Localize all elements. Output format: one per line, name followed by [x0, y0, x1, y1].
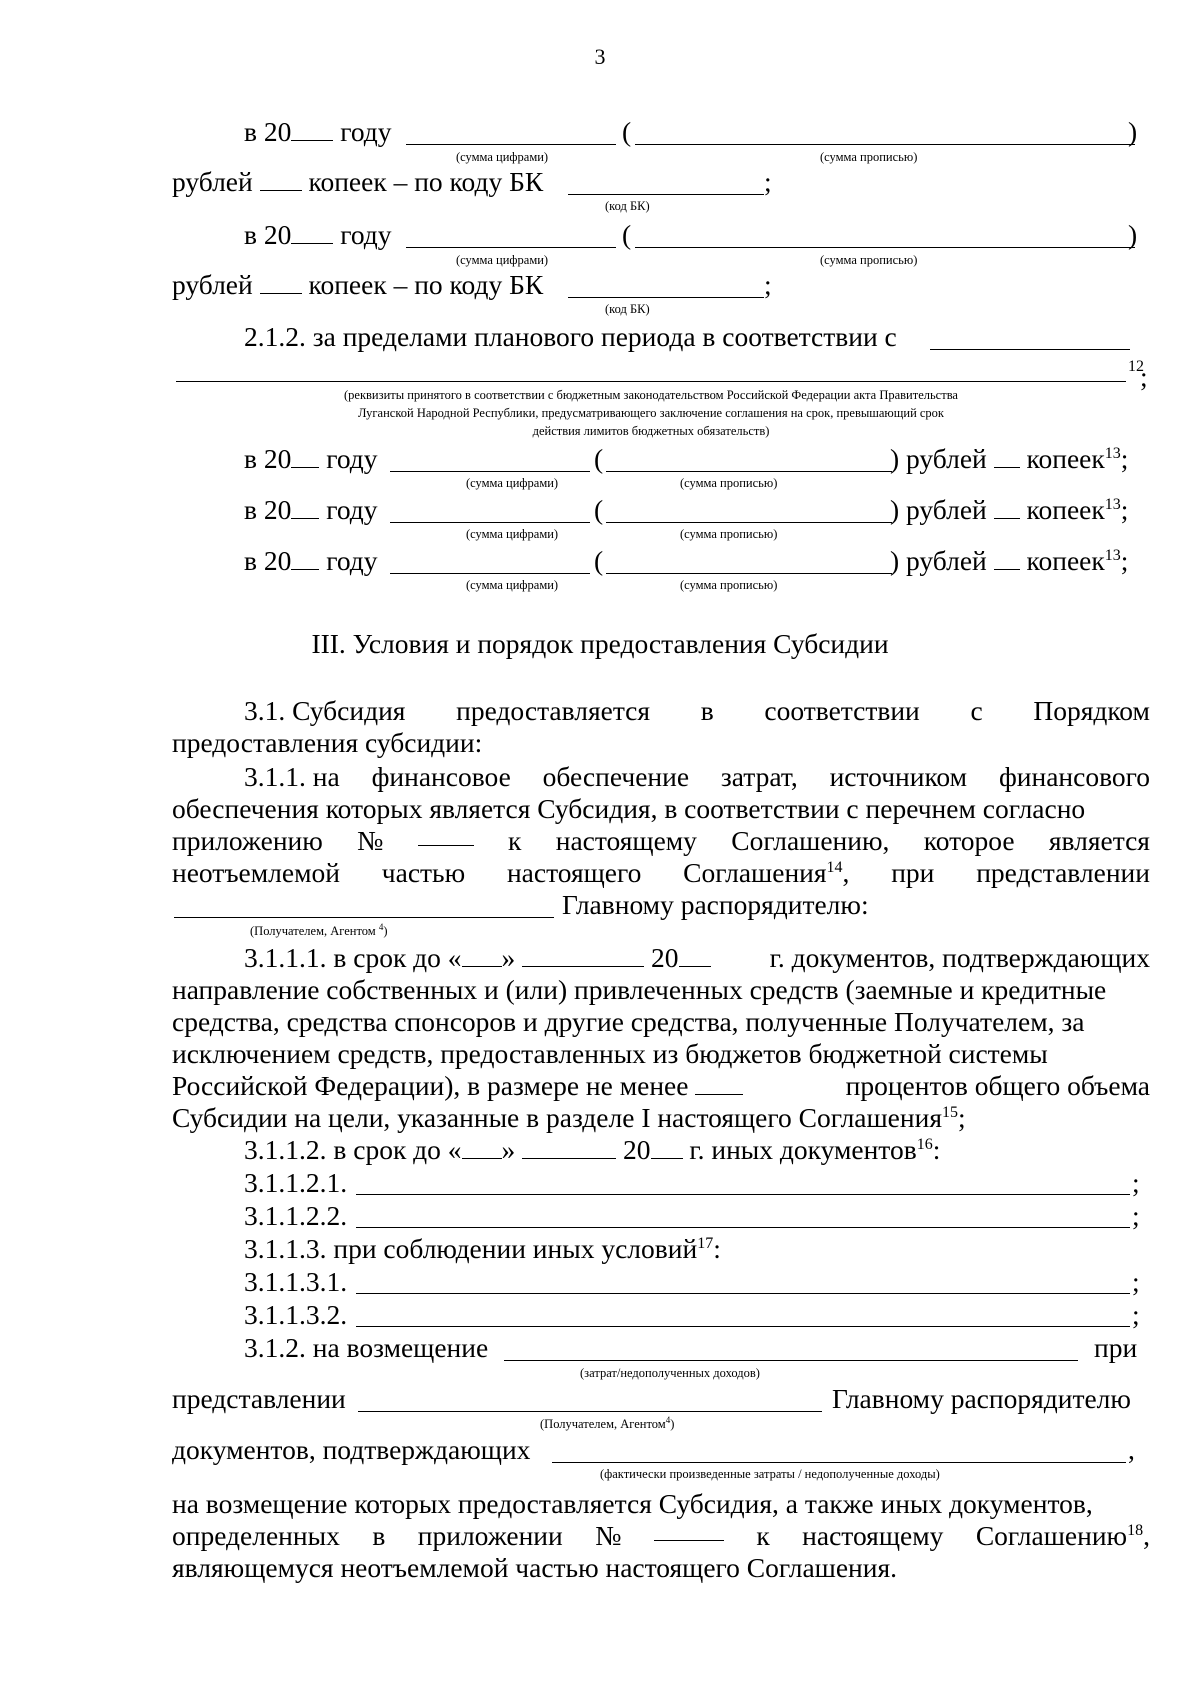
year-label: в 20 году [244, 443, 378, 474]
open-paren: ( [622, 219, 632, 250]
year-label: в 20 году [244, 219, 392, 250]
caption-requisites-1: (реквизиты принятого в соответствии с бюджетным законодательством Российской Федерации акта Правительства [344, 388, 958, 402]
item-3-1-1-3-2: 3.1.1.3.2. [244, 1299, 348, 1330]
p312-line1a: 3.1.2. на возмещение [244, 1332, 489, 1363]
p3111-line2: направление собственных и (или) привлеченных средств (заемные и кредитные [172, 974, 1107, 1005]
p312-line5: определенных в приложении № к настоящему Соглашению$^{18}$, [172, 1520, 1150, 1551]
p312-line4: на возмещение которых предоставляется Субсидия, а также иных документов, [172, 1488, 1093, 1519]
bk-code-line [568, 297, 764, 298]
caption-sum-words: (сумма прописью) [680, 527, 778, 541]
p3111-line6: Субсидии на цели, указанные в разделе I настоящего Соглашения$^{15}$; [172, 1102, 966, 1133]
caption-requisites-3: действия лимитов бюджетных обязательств) [532, 424, 770, 438]
close-paren: ) [1128, 219, 1138, 250]
p3111-line1a: 3.1.1.1. в срок до « » 20 [244, 942, 711, 974]
rub-kop-line: рублей копеек – по коду БК [172, 166, 544, 197]
caption-sum-words: (сумма прописью) [820, 253, 918, 267]
sum-digits-line [390, 471, 590, 472]
year-label: в 20 году [244, 545, 378, 576]
p3111-line5b: процентов общего объема [845, 1070, 1150, 1101]
section-title: III. Условия и порядок предоставления Субсидии [311, 628, 889, 659]
caption-actual-costs: (фактически произведенные затраты / недополученные доходы) [600, 1467, 940, 1481]
basis-line-full [176, 381, 1126, 382]
caption-requisites-2: Луганской Народной Республики, предусматривающего заключение соглашения на срок, превышающий срок [357, 406, 945, 420]
caption-costs: (затрат/недополученных доходов) [580, 1366, 760, 1380]
comma: , [1128, 1434, 1135, 1465]
p311-line5: Главному распорядителю: [562, 889, 869, 920]
rub-kop: ) рублей копеек$^{13}$; [890, 494, 1129, 525]
p312-line6: являющемуся неотъемлемой частью настоящего Соглашения. [172, 1552, 898, 1583]
p312-line2b: Главному распорядителю [832, 1383, 1131, 1414]
p311-line1: 3.1.1. на финансовое обеспечение затрат, источником финансового [244, 761, 1150, 792]
p311-line2: обеспечения которых является Субсидия, в соответствии с перечнем согласно [172, 793, 1086, 824]
rub-kop: ) рублей копеек$^{13}$; [890, 443, 1129, 474]
semicolon: ; [1140, 361, 1148, 392]
sum-words-line [606, 522, 892, 523]
caption-sum-digits: (сумма цифрами) [466, 527, 559, 541]
compensation-line [504, 1360, 1078, 1361]
recipient-line [174, 917, 554, 918]
caption-sum-digits: (сумма цифрами) [466, 476, 559, 490]
semicolon: ; [1132, 1299, 1140, 1330]
item-line [356, 1326, 1130, 1327]
open-paren: ( [594, 494, 604, 525]
p3111-line5a: Российской Федерации), в размере не менее [172, 1070, 743, 1102]
sum-digits-line [390, 522, 590, 523]
p312-line2a: представлении [172, 1383, 346, 1414]
item-line [356, 1194, 1130, 1195]
clause-2-1-2: 2.1.2. за пределами планового периода в соответствии с [244, 321, 897, 352]
caption-sum-digits: (сумма цифрами) [456, 253, 549, 267]
documents-line [552, 1462, 1126, 1463]
rub-kop: ) рублей копеек$^{13}$; [890, 545, 1129, 576]
caption-sum-words: (сумма прописью) [680, 578, 778, 592]
p31-line1: 3.1. Субсидия предоставляется в соответствии с Порядком [244, 695, 1150, 726]
item-3-1-1-2-1: 3.1.1.2.1. [244, 1167, 348, 1198]
semicolon: ; [764, 269, 772, 300]
recipient-line [358, 1411, 822, 1412]
caption-sum-digits: (сумма цифрами) [456, 150, 549, 164]
p311-line4: неотъемлемой частью настоящего Соглашения$^{14}$, при представлении [172, 857, 1150, 888]
caption-sum-words: (сумма прописью) [820, 150, 918, 164]
sum-digits-line [406, 144, 616, 145]
item-line [356, 1227, 1130, 1228]
caption-recipient-agent: (Получателем, Агентом $^4$) [250, 921, 388, 938]
item-line [356, 1293, 1130, 1294]
basis-line [930, 349, 1130, 350]
sum-words-line [635, 144, 1135, 145]
footnote-ref-12: 12 [1128, 358, 1144, 375]
semicolon: ; [1132, 1167, 1140, 1198]
page-number: 3 [594, 44, 606, 69]
p3111-line1b: г. документов, подтверждающих [769, 942, 1150, 973]
bk-code-line [568, 194, 764, 195]
caption-sum-words: (сумма прописью) [680, 476, 778, 490]
item-3-1-1-2-2: 3.1.1.2.2. [244, 1200, 348, 1231]
p3111-line4: исключением средств, предоставленных из бюджетов бюджетной системы [172, 1038, 1048, 1069]
sum-words-line [635, 247, 1135, 248]
p3111-line3: средства, средства спонсоров и другие средства, полученные Получателем, за [172, 1006, 1085, 1037]
p311-line3: приложению № к настоящему Соглашению, которое является [172, 825, 1150, 856]
p312-line3a: документов, подтверждающих [172, 1434, 531, 1465]
p3113-line: 3.1.1.3. при соблюдении иных условий$^{17}$: [244, 1233, 721, 1264]
sum-words-line [606, 471, 892, 472]
open-paren: ( [594, 545, 604, 576]
open-paren: ( [594, 443, 604, 474]
sum-digits-line [390, 573, 590, 574]
open-paren: ( [622, 116, 632, 147]
semicolon: ; [1132, 1200, 1140, 1231]
caption-bk: (код БК) [605, 302, 650, 316]
close-paren: ) [1128, 116, 1138, 147]
semicolon: ; [1132, 1266, 1140, 1297]
caption-sum-digits: (сумма цифрами) [466, 578, 559, 592]
year-label: в 20 году [244, 116, 392, 147]
semicolon: ; [764, 166, 772, 197]
p31-line2: предоставления субсидии: [172, 727, 483, 758]
item-3-1-1-3-1: 3.1.1.3.1. [244, 1266, 348, 1297]
caption-bk: (код БК) [605, 199, 650, 213]
sum-words-line [606, 573, 892, 574]
p3112-line: 3.1.1.2. в срок до « » 20 г. иных документов$^{16}$: [244, 1134, 941, 1165]
p312-line1b: при [1094, 1332, 1138, 1363]
sum-digits-line [406, 247, 616, 248]
caption-recipient-agent: (Получателем, Агентом$^4$) [540, 1414, 675, 1431]
rub-kop-line: рублей копеек – по коду БК [172, 269, 544, 300]
year-label: в 20 году [244, 494, 378, 525]
